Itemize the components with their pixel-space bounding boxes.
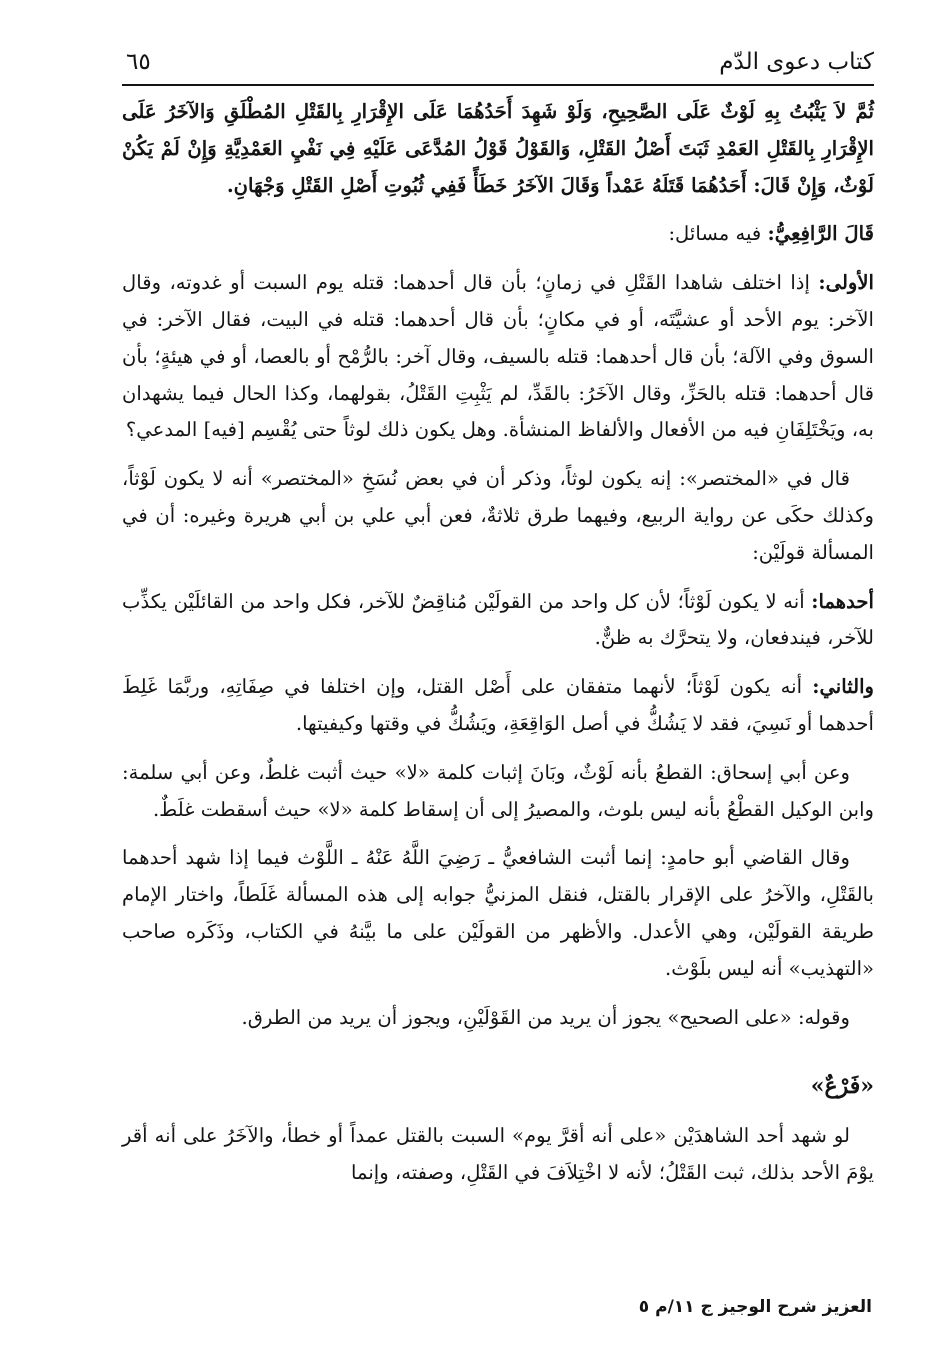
- mukhtasar-paragraph: قال في «المختصر»: إنه يكون لوثاً، وذكر أن في بعض نُسَخِ «المختصر» أنه لا يكون لَوْثاً، وكذلك حكَى عن رواية الربيع، وفيهما طرق ثلاثةٌ، فعن أبي علي بن أبي هريرة وغيره: أن في المسألة قولَيْن:: [122, 467, 874, 564]
- running-title: كتاب دعوى الدّم: [719, 49, 874, 75]
- first-issue-label: الأولى:: [818, 271, 874, 295]
- abu-ishaq-paragraph: وعن أبي إسحاق: القطعُ بأنه لَوْثٌ، وبَانَ إثبات كلمة «لا» حيث أثبت غلطٌ، وعن أبي سلمة: وابن الوكيل القطْعُ بأنه ليس بلوث، والمصيرُ إلى أن إسقاط كلمة «لا» حيث أسقطت غلَطٌ.: [122, 760, 874, 821]
- matn-paragraph: ثُمَّ لاَ يَثْبُتُ بِهِ لَوْثٌ عَلَى الصَّحِيحِ، وَلَوْ شَهِدَ أَحَدُهُمَا عَلَى الإِقْرَارِ بِالقَتْلِ المُطْلَقِ وَالآخَرُ عَلَى الإِقْرَارِ بِالقَتْلِ العَمْدِ ثَبَتَ أَصْلُ القَتْلِ، وَالقَوْلُ قَوْلُ المُدَّعَى عَلَيْهِ فِي نَفْيِ العَمْدِيَّةِ وَإِنْ لَمْ يَكُنْ لَوْثٌ، وَإِنْ قَالَ: أَحَدُهُمَا قَتَلَهُ عَمْداً وَقَالَ الآخَرُ خَطَأً فَفِي ثُبُوتِ أَصْلِ القَتْلِ وَجْهَانِ.: [122, 100, 874, 197]
- page-number: ٦٥: [126, 49, 151, 75]
- second-opinion-label: والثاني:: [812, 675, 874, 699]
- second-opinion-text: أنه يكون لَوْثاً؛ لأنهما متفقان على أَصْل القتل، وإن اختلفا في صِفَاتِهِ، وربَّمَا غَلِطَ أحدهما أو نَسِيَ، فقد لا يَشُكُّ في أصل الوَاقِعَةِ، ويَشُكُّ في وقتها وكيفيتها.: [122, 675, 874, 735]
- qawluhu-paragraph: وقوله: «على الصحيح» يجوز أن يريد من القَوْلَيْنِ، ويجوز أن يريد من الطرق.: [241, 1005, 850, 1029]
- qadi-paragraph: وقال القاضي أبو حامدٍ: إنما أثبت الشافعيُّ ـ رَضِيَ اللَّهُ عَنْهُ ـ اللَّوْث فيما إذا شهد أحدهما بالقَتْلِ، والآخرُ على الإقرار بالقتل، فنقل المزنيُّ جوابه إلى هذه المسألة غَلَطاً، واختار الإمام طريقة القولَيْن، وهي الأعدل. والأظهر من القولَيْن على ما بيَّنهُ في الكتاب، وذَكَره صاحب «التهذيب» أنه ليس بلَوْث.: [122, 846, 874, 980]
- rafii-text: فيه مسائل:: [668, 222, 768, 246]
- branch-paragraph: لو شهد أحد الشاهدَيْن «على أنه أقرَّ يوم» السبت بالقتل عمداً أو خطأ، والآخَرُ على أنه أقر يوْمَ الأحد بذلك، ثبت القَتْلُ؛ لأنه لا اخْتِلاَفَ في القَتْلِ، وصفته، وإنما: [122, 1124, 874, 1185]
- first-opinion-paragraph: [122, 584, 874, 658]
- branch-heading: «فَرْعٌ»: [810, 1073, 874, 1100]
- first-issue-text: إذا اختلف شاهدا القَتْلِ في زمانٍ؛ بأن قال أحدهما: قتله يوم السبت أو غدوته، وقال الآخر: يوم الأحد أو عشيَّتَه، أو في مكانٍ؛ بأن قال أحدهما: قتله في البيت، فقال الآخر: في السوق وفي الآلة؛ بأن قال أحدهما: قتله بالسيف، وقال آخر: بالرُّمْح أو بالعصا، أو في هيئةٍ؛ بأن قال أحدهما: قتله بالحَزِّ، وقال الآخَرُ: بالقَدِّ، لم يَثْبِتِ القَتْلُ، بقولهما، وكذا الحال فيما يشهدان به، ويَخْتَلِفَانِ فيه من الأفعال والألفاظ المنشأة. وهل يكون ذلك لوثاً حتى يُقْسِم [فيه] المدعي؟: [122, 271, 874, 442]
- page-footer-signature: العزيز شرح الوجيز ج ١١/م ٥: [638, 1297, 872, 1317]
- rafii-paragraph: [122, 216, 874, 253]
- rafii-label: قَالَ الرَّافِعِيُّ:: [767, 222, 874, 246]
- first-opinion-text: أنه لا يكون لَوْثاً؛ لأن كل واحد من القولَيْن مُناقِضٌ للآخر، فكل واحد من القائلَيْن يكذِّب للآخر، فيندفعان، ولا يتحرَّك به ظنٌّ.: [122, 589, 874, 650]
- first-issue-paragraph: [122, 265, 874, 449]
- page-body: [122, 94, 874, 1204]
- page-header: [122, 40, 874, 86]
- first-opinion-label: أحدهما:: [811, 589, 874, 613]
- second-opinion-paragraph: [122, 669, 874, 743]
